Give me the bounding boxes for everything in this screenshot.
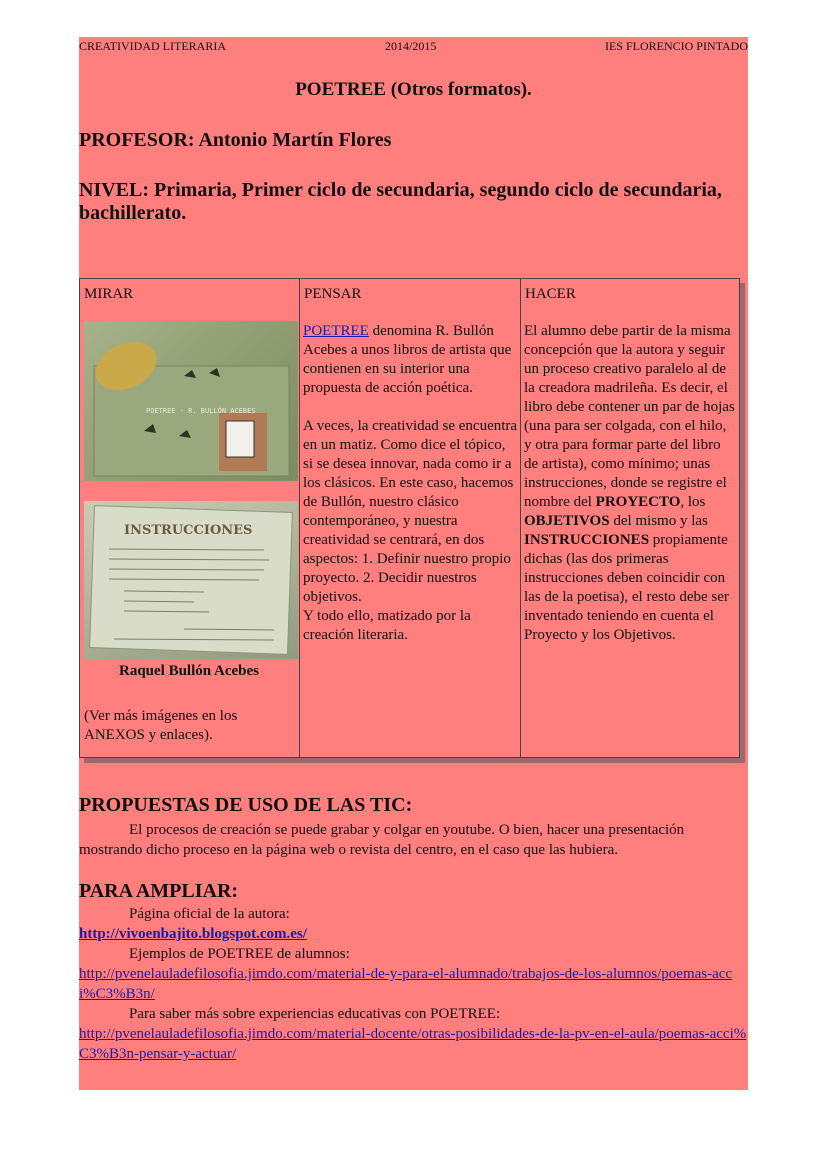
- col-mirar: [80, 279, 300, 757]
- photo-caption: Raquel Bullón Acebes: [118, 663, 260, 679]
- hacer-objetivos: OBJETIVOS: [524, 513, 610, 529]
- header-left: CREATIVIDAD LITERARIA: [79, 39, 226, 53]
- hacer-t3: del mismo y las: [609, 513, 708, 529]
- pensar-p1-text: denomina R. Bullón Acebes a unos libros de artista que contienen en su interior una propuesta de acción poética.: [303, 323, 512, 396]
- ampliar-label-2: Ejemplos de POETREE de alumnos:: [129, 946, 350, 962]
- col-mirar-head: MIRAR: [84, 286, 134, 302]
- header-year: 2014/2015: [385, 39, 437, 53]
- hacer-proyecto: PROYECTO: [595, 494, 681, 510]
- ampliar-list: [79, 904, 748, 1064]
- col-pensar-head: PENSAR: [304, 286, 362, 302]
- ampliar-label-1: Página oficial de la autora:: [129, 906, 290, 922]
- poetree-book-photo: [84, 321, 298, 481]
- hacer-text: [524, 322, 737, 645]
- photo2-title: INSTRUCCIONES: [124, 523, 253, 538]
- instructions-card-illustration: [84, 501, 298, 659]
- poetree-link[interactable]: POETREE: [303, 323, 369, 339]
- tic-text: El procesos de creación se puede grabar y colgar en youtube. O bien, hacer una presentación mostrando dicho proceso en la página web o revista del centro, en el caso que las hubiera.: [79, 822, 685, 858]
- pensar-text: [303, 322, 518, 645]
- document-page: [79, 37, 748, 1090]
- col-hacer-head: HACER: [525, 286, 576, 302]
- hacer-t4: propiamente dichas (las dos primeras instrucciones deben coincidir con las de la poetisa), el resto debe ser inventado teniendo en cuenta el Proyecto y los Objetivos.: [524, 532, 729, 643]
- leaf-card-illustration: [84, 321, 298, 481]
- col-hacer: [521, 279, 739, 757]
- pensar-paragraph-1: [303, 322, 518, 398]
- tic-title: PROPUESTAS DE USO DE LAS TIC:: [79, 794, 413, 816]
- hacer-t2: , los: [680, 494, 706, 510]
- hacer-t1: El alumno debe partir de la misma concepción que la autora y seguir un proceso creativo paralelo al de la creadora madrileña. Es decir, el libro debe contener un par de hojas (una para ser colgada, con el hilo, y otra para formar parte del libro de artista), como mínimo; unas instrucciones, donde se registre el nombre del: [524, 323, 735, 510]
- pensar-paragraph-2: A veces, la creatividad se encuentra en un matiz. Como dice el tópico, si se desea innovar, nada como ir a los clásicos. En este caso, hacemos de Bullón, nuestro clásico contemporáneo, y nuestra creatividad se centrará, en dos aspectos: 1. Definir nuestro propio proyecto. 2. Decidir nuestros objetivos.: [303, 418, 518, 605]
- pensar-paragraph-3: Y todo ello, matizado por la creación literaria.: [303, 608, 471, 643]
- nivel-line: NIVEL: Primaria, Primer ciclo de secundaria, segundo ciclo de secundaria, bachillerato.: [79, 179, 722, 224]
- activity-table: [79, 278, 740, 758]
- annex-note: (Ver más imágenes en los ANEXOS y enlaces).: [84, 708, 238, 743]
- ampliar-label-3: Para saber más sobre experiencias educativas con POETREE:: [129, 1006, 501, 1022]
- ampliar-title: PARA AMPLIAR:: [79, 880, 239, 902]
- author-site-link[interactable]: http://vivoenbajito.blogspot.com.es/: [79, 926, 307, 942]
- profesor-line: PROFESOR: Antonio Martín Flores: [79, 129, 392, 151]
- hacer-instrucciones: INSTRUCCIONES: [524, 532, 650, 548]
- col-pensar: [300, 279, 521, 757]
- student-examples-link[interactable]: http://pvenelauladefilosofia.jimdo.com/material-de-y-para-el-alumnado/trabajos-de-los-alumnos/poemas-acci%C3%B3n/: [79, 966, 733, 1002]
- header-right: IES FLORENCIO PINTADO: [604, 39, 748, 53]
- instructions-card-photo: [84, 501, 298, 659]
- photo1-label: POETREE · R. BULLÓN ACEBES: [146, 407, 256, 415]
- page-title: POETREE (Otros formatos).: [295, 79, 532, 100]
- experiences-link[interactable]: http://pvenelauladefilosofia.jimdo.com/material-docente/otras-posibilidades-de-la-pv-en-el-aula/poemas-acci%C3%B3n-pensar-y-actuar/: [79, 1026, 747, 1062]
